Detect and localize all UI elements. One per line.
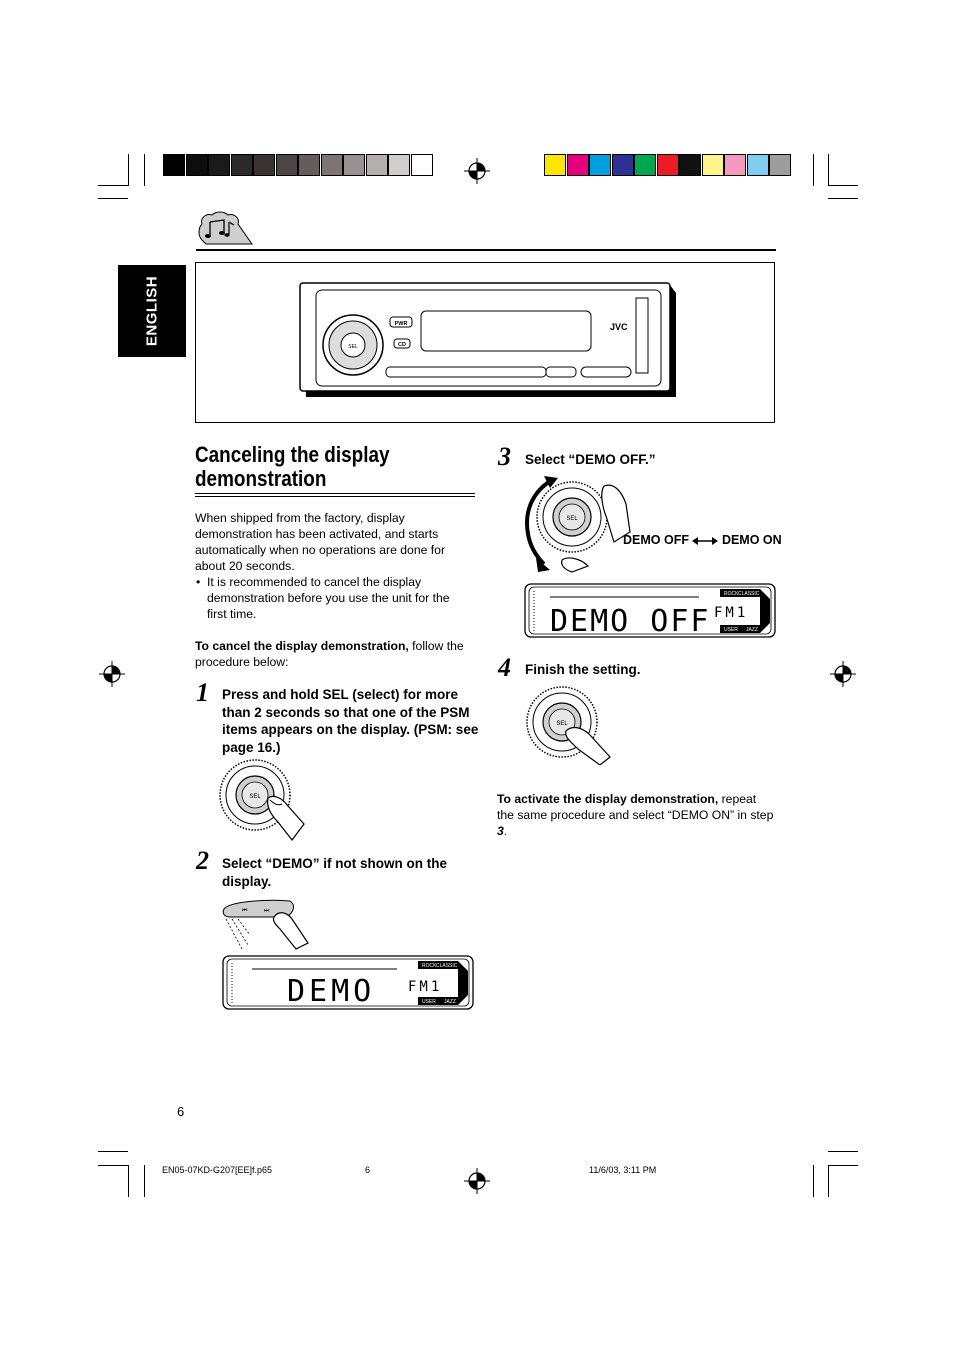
crop-mark xyxy=(828,1151,858,1152)
lcd-tag-rock: ROCK xyxy=(724,591,739,597)
lcd-main-text: DEMO OFF xyxy=(550,604,711,638)
music-notes-icon xyxy=(196,210,254,246)
color-swatch xyxy=(186,154,208,176)
unit-brand-label: JVC xyxy=(610,322,628,332)
color-swatch xyxy=(567,154,589,176)
title-rule xyxy=(195,496,475,497)
section-title xyxy=(195,443,436,491)
crop-mark xyxy=(828,154,829,186)
crop-mark xyxy=(128,154,129,186)
step-4-number: 4 xyxy=(498,653,511,682)
section-rule xyxy=(196,249,776,251)
cancel-lead: To cancel the display demonstration, xyxy=(195,639,409,653)
language-tab-label: ENGLISH xyxy=(143,275,161,347)
lcd-tag-jazz: JAZZ xyxy=(444,999,456,1005)
crop-mark xyxy=(98,185,128,186)
sel-button-press-illustration xyxy=(218,758,308,848)
unit-cd-label: CD xyxy=(398,342,406,348)
activate-rest: repeat the same procedure and select “DEMO ON” in step xyxy=(497,792,774,822)
registration-mark-icon xyxy=(830,661,856,687)
activate-lead: To activate the display demonstration, xyxy=(497,792,719,806)
color-swatch xyxy=(657,154,679,176)
crop-mark xyxy=(828,1165,858,1166)
gray-scale-bar xyxy=(163,154,433,176)
color-swatch xyxy=(208,154,230,176)
cancel-rest: follow the procedure below: xyxy=(195,639,464,669)
svg-text:⏭: ⏭ xyxy=(264,907,270,914)
sel-dial-label: SEL xyxy=(566,516,578,522)
crop-mark xyxy=(98,1151,128,1152)
color-swatch xyxy=(388,154,410,176)
lcd-main-text: DEMO xyxy=(287,974,376,1009)
step-1-number: 1 xyxy=(196,678,209,707)
color-swatch xyxy=(343,154,365,176)
color-swatch xyxy=(589,154,611,176)
demo-off-label: DEMO OFF xyxy=(623,533,689,547)
lcd-tag-classic: CLASSIC xyxy=(738,591,760,597)
crop-mark xyxy=(813,154,814,186)
color-swatch xyxy=(253,154,275,176)
step-3-number: 3 xyxy=(498,442,511,471)
sel-knob-label: SEL xyxy=(249,794,261,800)
footer-datetime: 11/6/03, 3:11 PM xyxy=(589,1165,657,1175)
car-stereo-illustration xyxy=(196,263,776,424)
unit-illustration-frame xyxy=(195,262,775,423)
color-swatch xyxy=(612,154,634,176)
registration-mark-icon xyxy=(99,661,125,687)
crop-mark xyxy=(828,198,858,199)
color-swatch xyxy=(411,154,433,176)
color-swatch xyxy=(321,154,343,176)
lcd-tag-classic: CLASSIC xyxy=(436,963,458,969)
color-swatch xyxy=(634,154,656,176)
activate-paragraph xyxy=(497,791,775,839)
crop-mark xyxy=(813,1165,814,1197)
step-4-text: Finish the setting. xyxy=(525,662,641,677)
activate-step-ref: 3 xyxy=(497,824,504,838)
footer-file: EN05-07KD-G207[EE]f.p65 xyxy=(162,1165,273,1175)
lcd-tag-user: USER xyxy=(724,627,738,633)
lcd-display-demo xyxy=(222,955,474,1010)
color-swatch xyxy=(366,154,388,176)
step-2-number: 2 xyxy=(196,846,209,875)
color-swatch xyxy=(163,154,185,176)
crop-mark xyxy=(128,1165,129,1197)
footer-sheet: 6 xyxy=(365,1165,371,1175)
step-3-text: Select “DEMO OFF.” xyxy=(525,452,656,467)
color-scale-bar xyxy=(544,154,792,176)
crop-mark xyxy=(144,1165,145,1197)
bullet-item: • It is recommended to cancel the display demonstration before you use the unit for the first time. xyxy=(195,574,470,622)
step-2-text: Select “DEMO” if not shown on the display. xyxy=(222,856,448,889)
color-swatch xyxy=(769,154,791,176)
crop-mark xyxy=(828,1165,829,1197)
lcd-band-text: FM1 xyxy=(714,605,749,621)
color-swatch xyxy=(544,154,566,176)
color-swatch xyxy=(276,154,298,176)
color-swatch xyxy=(747,154,769,176)
lcd-band-text: FM1 xyxy=(408,979,443,995)
crop-mark xyxy=(98,1165,128,1166)
sel-dial-rotate-illustration xyxy=(522,472,632,577)
color-swatch xyxy=(679,154,701,176)
color-swatch xyxy=(298,154,320,176)
color-swatch xyxy=(702,154,724,176)
registration-mark-icon xyxy=(464,1168,490,1194)
skip-button-press-illustration xyxy=(220,895,310,950)
activate-end: . xyxy=(503,824,508,838)
intro-paragraph: When shipped from the factory, display demonstration has been activated, and starts automatically when no operations are done for about 20 seconds. xyxy=(195,511,445,573)
unit-pwr-label: PWR xyxy=(394,321,408,327)
color-swatch xyxy=(724,154,746,176)
lcd-display-demo-off xyxy=(524,583,776,638)
lcd-tag-jazz: JAZZ xyxy=(746,627,758,633)
crop-mark xyxy=(144,154,145,186)
unit-sel-label: SEL xyxy=(348,344,358,350)
bullet-text: It is recommended to cancel the display demonstration before you use the unit for the first time. xyxy=(207,575,450,621)
registration-mark-icon xyxy=(464,158,490,184)
crop-mark xyxy=(828,185,858,186)
sel-button-press-illustration xyxy=(520,685,615,765)
color-swatch xyxy=(231,154,253,176)
language-tab xyxy=(118,265,186,357)
section-title-line2: demonstration xyxy=(195,466,327,491)
demo-on-label: DEMO ON xyxy=(721,533,782,547)
lcd-tag-rock: ROCK xyxy=(422,963,437,969)
section-title-line1: Canceling the display xyxy=(195,442,390,467)
cancel-paragraph xyxy=(195,638,470,670)
bidirectional-arrow-icon xyxy=(692,537,718,545)
step-1-text: Press and hold SEL (select) for more than 2 seconds so that one of the PSM items appears on the display. (PSM: see page 16.) xyxy=(222,687,479,755)
svg-text:⏮: ⏮ xyxy=(242,907,248,914)
crop-mark xyxy=(98,198,128,199)
sel-knob-label: SEL xyxy=(556,721,568,727)
lcd-tag-user: USER xyxy=(422,999,436,1005)
title-rule xyxy=(195,493,475,494)
demo-toggle-label xyxy=(623,533,782,547)
page-number: 6 xyxy=(177,1104,185,1119)
